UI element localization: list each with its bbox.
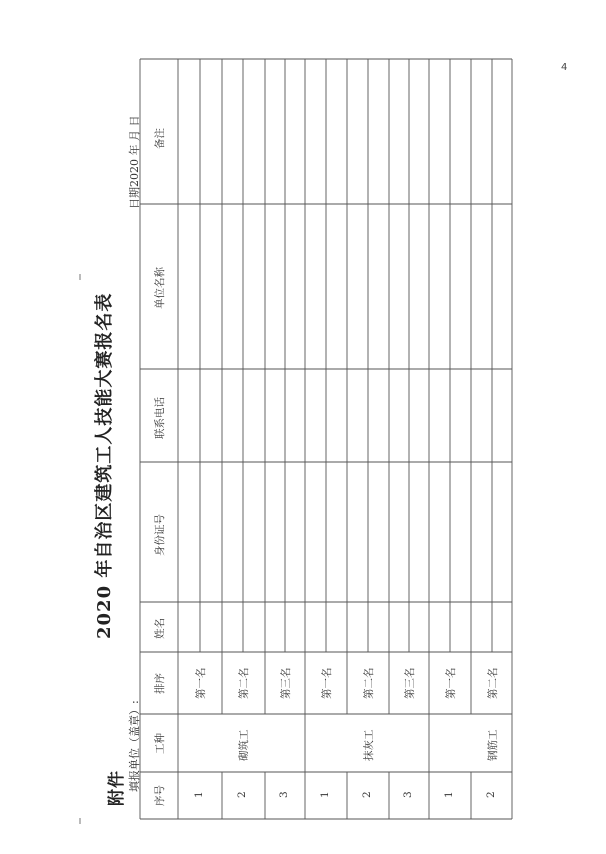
rank-cell: 第二名 <box>487 667 499 699</box>
form-title: 2020 年自治区建筑工人技能大赛报名表 <box>94 292 115 639</box>
header-phone: 联系电话 <box>154 397 166 439</box>
rank-cell: 第一名 <box>445 667 457 699</box>
header-seq: 序号 <box>154 785 166 806</box>
header-name: 姓名 <box>154 618 166 639</box>
seq-cell: 2 <box>361 791 373 798</box>
rank-cell: 第二名 <box>238 667 250 699</box>
seq-cell: 1 <box>193 791 205 798</box>
rank-cell: 第二名 <box>363 667 375 699</box>
seq-cell: 1 <box>319 791 331 798</box>
trade-cell: 砌筑工 <box>238 729 250 761</box>
header-trade: 工种 <box>154 733 166 754</box>
seq-cell: 1 <box>443 791 455 798</box>
trade-cell: 抹灰工 <box>363 729 375 761</box>
seq-cell: 3 <box>402 791 414 798</box>
rank-cell: 第三名 <box>404 667 416 699</box>
fill-unit-label: 填报单位（盖章）: <box>128 700 141 792</box>
rank-cell: 第一名 <box>321 667 333 699</box>
seq-cell: 2 <box>485 791 497 798</box>
rank-cell: 第三名 <box>280 667 292 699</box>
attachment-heading: 附件 <box>107 770 127 806</box>
seq-cell: 3 <box>278 791 290 798</box>
header-id-number: 身份证号 <box>154 514 166 556</box>
header-unit-name: 单位名称 <box>154 267 166 309</box>
page-number: 4 <box>561 62 568 73</box>
seq-cell: 2 <box>236 791 248 798</box>
date-label: 日期2020 年 月 日 <box>128 115 141 209</box>
rank-cell: 第一名 <box>195 667 207 699</box>
trade-cell: 钢筋工 <box>487 729 499 761</box>
header-rank: 排序 <box>154 673 166 694</box>
header-remarks: 备注 <box>154 128 166 149</box>
